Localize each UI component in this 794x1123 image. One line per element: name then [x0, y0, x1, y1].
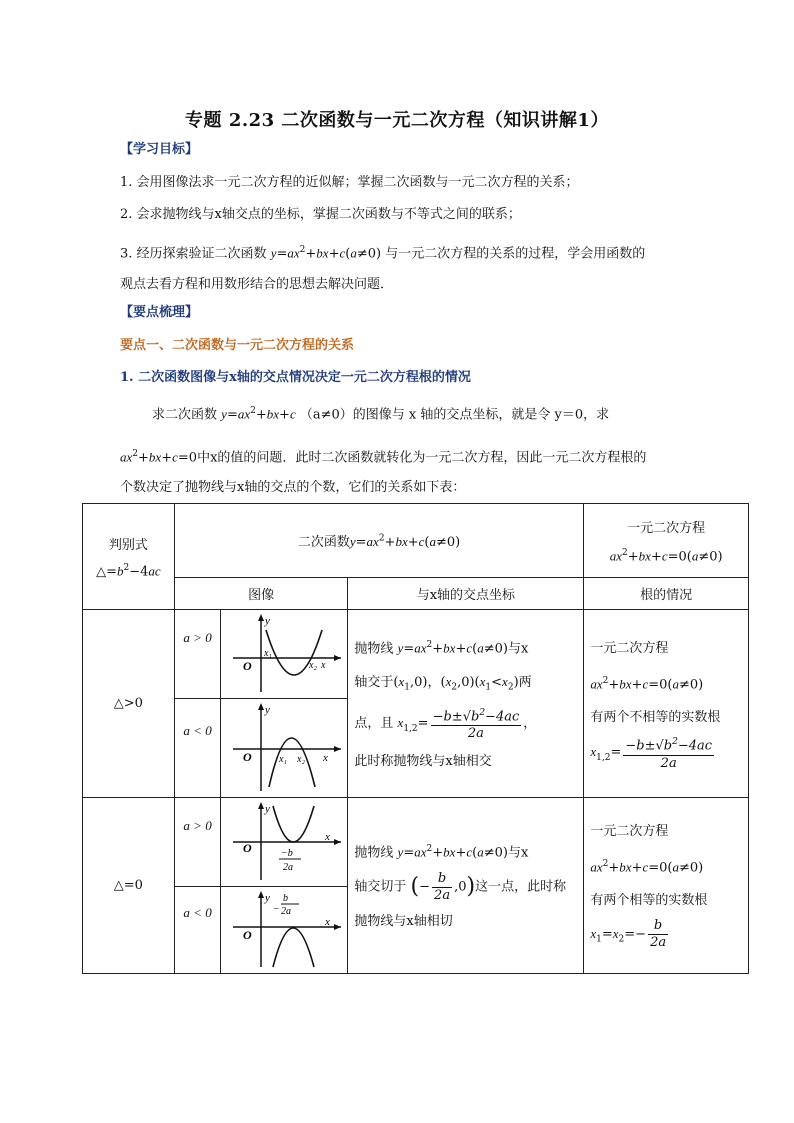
parabola-down-two-roots	[221, 699, 347, 793]
r2-inter-4: 这一点，此时称	[475, 879, 567, 895]
paragraph-2: $ax^2+bx+c=0$中x的值的问题．此时二次函数就转化为一元二次方程，因此一元二次方程根的	[120, 449, 647, 466]
para1-text-a: 求二次函数	[152, 407, 218, 423]
r1-inter-1: 抛物线	[354, 640, 394, 656]
svg-text:O: O	[243, 750, 253, 764]
r2-inter-5: 抛物线与x轴相切	[354, 913, 453, 929]
subheading: 1. 二次函数图像与x轴的交点情况决定一元二次方程根的情况	[120, 370, 471, 385]
discriminant-label: 判别式	[108, 537, 148, 553]
svg-text:y: y	[265, 704, 271, 716]
equation-label: 一元二次方程	[627, 520, 706, 536]
svg-text:O: O	[243, 841, 253, 855]
svg-text:−b: −b	[281, 848, 294, 859]
parabola-down-tangent	[221, 887, 347, 969]
r1-inter-6: 此时称抛物线与x轴相交	[354, 754, 492, 770]
r1-inter-5: 点，且	[354, 715, 394, 731]
r1-inter-4: 两	[518, 674, 532, 690]
cond-a-neg-text: a < 0	[183, 723, 212, 738]
header-discriminant: 判别式 $\triangle=b^2-4ac$	[83, 504, 175, 610]
header-function: 二次函数$y=ax^2+bx+c(a\ne 0)$	[174, 504, 584, 578]
cond-a-neg-text-2: a < 0	[183, 905, 212, 920]
paragraph-3: 个数决定了抛物线与x轴的交点的个数，它们的关系如下表：	[120, 480, 466, 495]
svg-text:2a: 2a	[283, 862, 294, 873]
r2-inter-2: 与x	[507, 845, 529, 861]
r1-roots-1: 一元二次方程	[590, 640, 669, 656]
svg-text:y: y	[265, 615, 271, 627]
cond-a-positive-1	[174, 610, 221, 699]
objective-3-text-a: 3. 经历探索验证二次函数	[120, 246, 267, 262]
roots-cell-1: 一元二次方程 $ax^2+bx+c=0(a\ne 0)$ 有两个不相等的实数根 $x_{1,2}=$ $\frac{-b\pm√b^2-4ac}{2a}$	[584, 610, 749, 798]
graph-cell-1	[221, 610, 348, 699]
svg-text:y: y	[265, 892, 271, 904]
parabola-up-two-roots	[221, 610, 347, 694]
graph-cell-2	[221, 699, 348, 798]
paragraph-1: 求二次函数 $y=ax^2+bx+c$ （a≠0）的图像与 x 轴的交点坐标，就是令 y＝0，求	[152, 406, 610, 423]
r1-inter-2: 与x	[507, 640, 529, 656]
r2-roots-1: 一元二次方程	[590, 823, 669, 839]
r1-inter-3: 轴交于	[354, 674, 394, 690]
svg-text:x: x	[325, 831, 331, 843]
para1-text-b: （a≠0）的图像与 x 轴的交点坐标，就是令 y＝0，求	[299, 407, 610, 423]
svg-text:−: −	[273, 904, 281, 915]
svg-text:O: O	[243, 659, 253, 673]
roots-cell-2: 一元二次方程 $ax^2+bx+c=0(a\ne 0)$ 有两个相等的实数根 $x_1=x_2=-$ $\frac{b}{2a}$	[584, 798, 749, 974]
page-title: 专题 2.23 二次函数与一元二次方程（知识讲解1）	[185, 110, 609, 131]
subheader-graph: 图像	[174, 578, 348, 610]
header-equation: 一元二次方程 $ax^2+bx+c=0(a\ne 0)$	[584, 504, 749, 578]
graph-cell-3	[221, 798, 348, 887]
function-label: 二次函数	[297, 535, 350, 550]
svg-text:O: O	[243, 928, 253, 942]
objective-3-cont: 观点去看方程和用数形结合的思想去解决问题．	[120, 277, 394, 292]
r1-roots-2: 有两个不相等的实数根	[590, 710, 721, 726]
cond-a-positive-2	[174, 798, 221, 887]
objective-2: 2. 会求抛物线与x轴交点的坐标，掌握二次函数与不等式之间的联系；	[120, 207, 521, 222]
graph-cell-4	[221, 887, 348, 974]
svg-text:x₁: x₁	[279, 754, 288, 765]
row-delta-positive: △>0	[83, 610, 175, 798]
r2-inter-1: 抛物线	[354, 845, 394, 861]
r2-roots-2: 有两个相等的实数根	[590, 892, 708, 908]
objective-1: 1. 会用图像法求一元二次方程的近似解；掌握二次函数与一元二次方程的关系；	[120, 175, 579, 190]
cond-a-negative-1	[174, 699, 221, 798]
r2-inter-3: 轴交切于	[354, 879, 407, 895]
svg-text:x: x	[325, 916, 331, 928]
svg-text:x: x	[323, 752, 329, 764]
subheader-roots: 根的情况	[584, 578, 749, 610]
objective-3: 3. 经历探索验证二次函数 $y=ax^2+bx+c(a\ne 0)$ 与一元二次方程的关系的过程，学会用函数的	[120, 245, 646, 262]
svg-text:x₂: x₂	[309, 660, 318, 671]
point-heading: 要点一、二次函数与一元二次方程的关系	[120, 338, 355, 353]
subheader-intersection: 与x轴的交点坐标	[348, 578, 584, 610]
svg-text:b: b	[283, 893, 289, 904]
svg-text:x₁: x₁	[264, 648, 273, 659]
relation-table	[82, 503, 749, 974]
cond-a-pos-text-2: a > 0	[183, 818, 212, 833]
para2-text: 中x的值的问题．此时二次函数就转化为一元二次方程，因此一元二次方程根的	[197, 450, 647, 466]
row-delta-zero: △=0	[83, 798, 175, 974]
intersection-cell-1: 抛物线 $y=ax^2+bx+c(a\ne 0)$与x 轴交于$(x_1,0)$，$(x_2,0)(x_1<x_2)$两 点，且 $x_{1,2}=$ $\frac{-b\pm√b^2-4ac}{2a}$ ， 此时称抛物线与x轴相交	[348, 610, 584, 798]
intersection-cell-2: 抛物线 $y=ax^2+bx+c(a\ne 0)$与x 轴交切于 (− $\frac{b}{2a}$ ,0)这一点，此时称 抛物线与x轴相切	[348, 798, 584, 974]
cond-a-negative-2	[174, 887, 221, 974]
objective-3-text-b: 与一元二次方程的关系的过程，学会用函数的	[385, 246, 646, 262]
svg-text:y: y	[265, 803, 271, 815]
parabola-up-tangent	[221, 798, 347, 882]
svg-text:2a: 2a	[281, 906, 292, 917]
points-tag: 【要点梳理】	[120, 305, 199, 320]
cond-a-pos-text: a > 0	[183, 630, 212, 645]
objectives-tag: 【学习目标】	[120, 142, 199, 157]
svg-text:x: x	[321, 660, 326, 671]
svg-text:x₂: x₂	[297, 754, 306, 765]
